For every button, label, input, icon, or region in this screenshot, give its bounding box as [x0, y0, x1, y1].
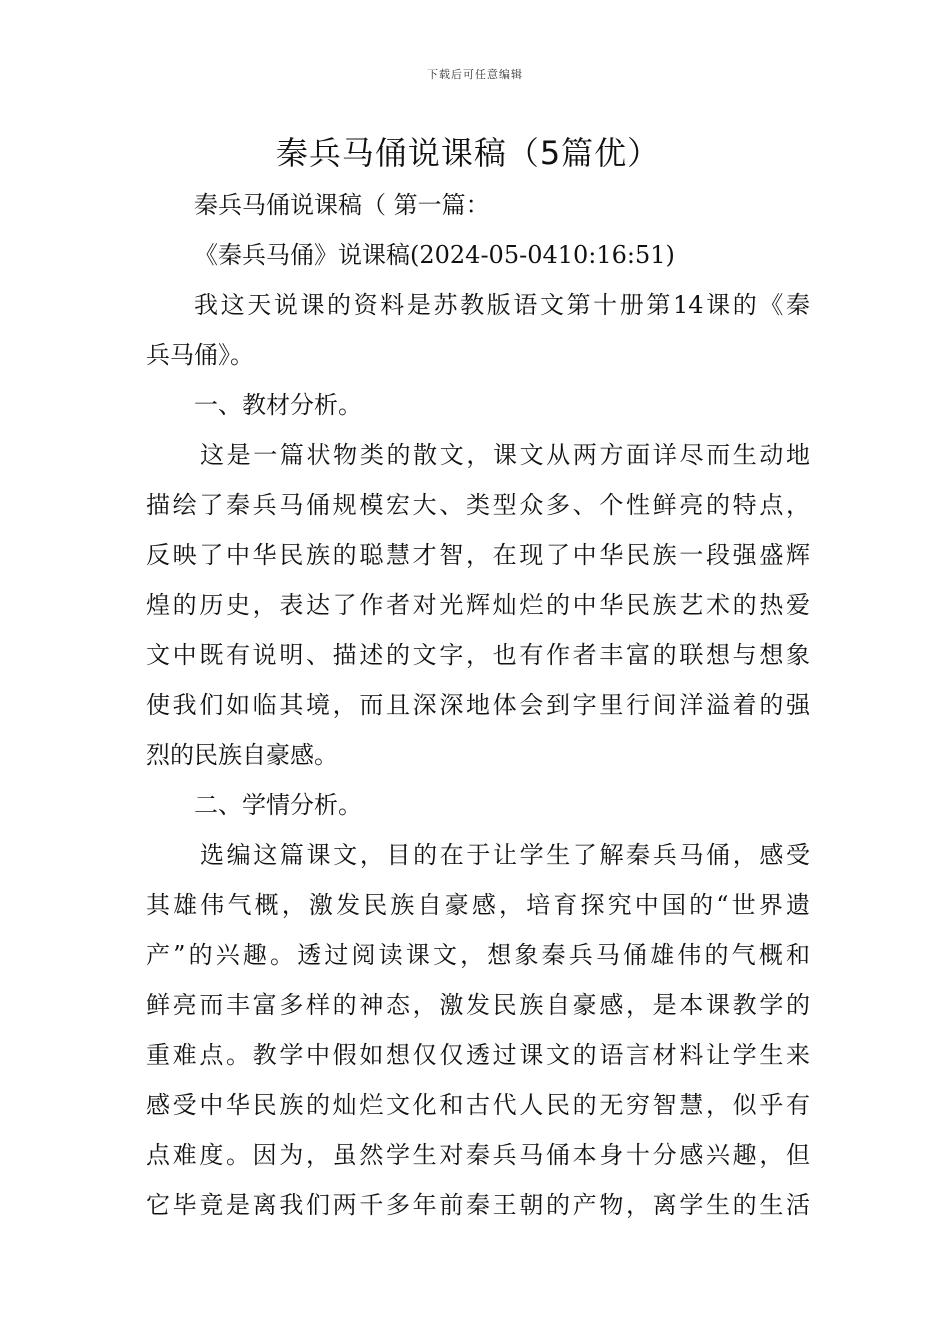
- paragraph-line: 其雄伟气概，激发民族自豪感，培育探究中国的“世界遗: [146, 891, 810, 919]
- paragraph-line: 这是一篇状物类的散文，课文从两方面详尽而生动地: [200, 441, 810, 469]
- paragraph-line: 描绘了秦兵马俑规模宏大、类型众多、个性鲜亮的特点，: [146, 491, 810, 519]
- paragraph-line: 我这天说课的资料是苏教版语文第十册第14课的《秦: [194, 291, 810, 319]
- paragraph-line: 选编这篇课文，目的在于让学生了解秦兵马俑，感受: [200, 841, 810, 869]
- paragraph-line: 使我们如临其境，而且深深地体会到字里行间洋溢着的强: [146, 691, 810, 719]
- paragraph-line: 重难点。教学中假如想仅仅透过课文的语言材料让学生来: [146, 1041, 810, 1069]
- paragraph-line: 反映了中华民族的聪慧才智，在现了中华民族一段强盛辉: [146, 541, 810, 569]
- section-heading: 一、教材分析。: [194, 391, 362, 419]
- paragraph-line: 文中既有说明、描述的文字，也有作者丰富的联想与想象: [146, 641, 810, 669]
- section-heading: 二、学情分析。: [194, 791, 362, 819]
- paragraph-line: 它毕竟是离我们两千多年前秦王朝的产物，离学生的生活: [146, 1191, 810, 1219]
- paragraph-line: 感受中华民族的灿烂文化和古代人民的无穷智慧，似乎有: [146, 1091, 810, 1119]
- header-note: 下载后可任意编辑: [427, 68, 523, 81]
- document-title: 秦兵马俑说课稿（5篇优）: [275, 134, 661, 172]
- paragraph-line: 产”的兴趣。透过阅读课文，想象秦兵马俑雄伟的气概和: [146, 941, 810, 969]
- paragraph-line: 鲜亮而丰富多样的神态，激发民族自豪感，是本课教学的: [146, 991, 810, 1019]
- subtitle-line: 秦兵马俑说课稿（ 第一篇：: [194, 191, 490, 219]
- date-line: 《秦兵马俑》说课稿(2024-05-0410:16:51): [194, 241, 675, 269]
- paragraph-line: 煌的历史，表达了作者对光辉灿烂的中华民族艺术的热爱: [146, 591, 810, 619]
- document-body: [146, 180, 810, 1230]
- paragraph-line: 烈的民族自豪感。: [146, 741, 338, 769]
- paragraph-line: 兵马俑》。: [146, 341, 254, 369]
- paragraph-line: 点难度。因为，虽然学生对秦兵马俑本身十分感兴趣，但: [146, 1141, 810, 1169]
